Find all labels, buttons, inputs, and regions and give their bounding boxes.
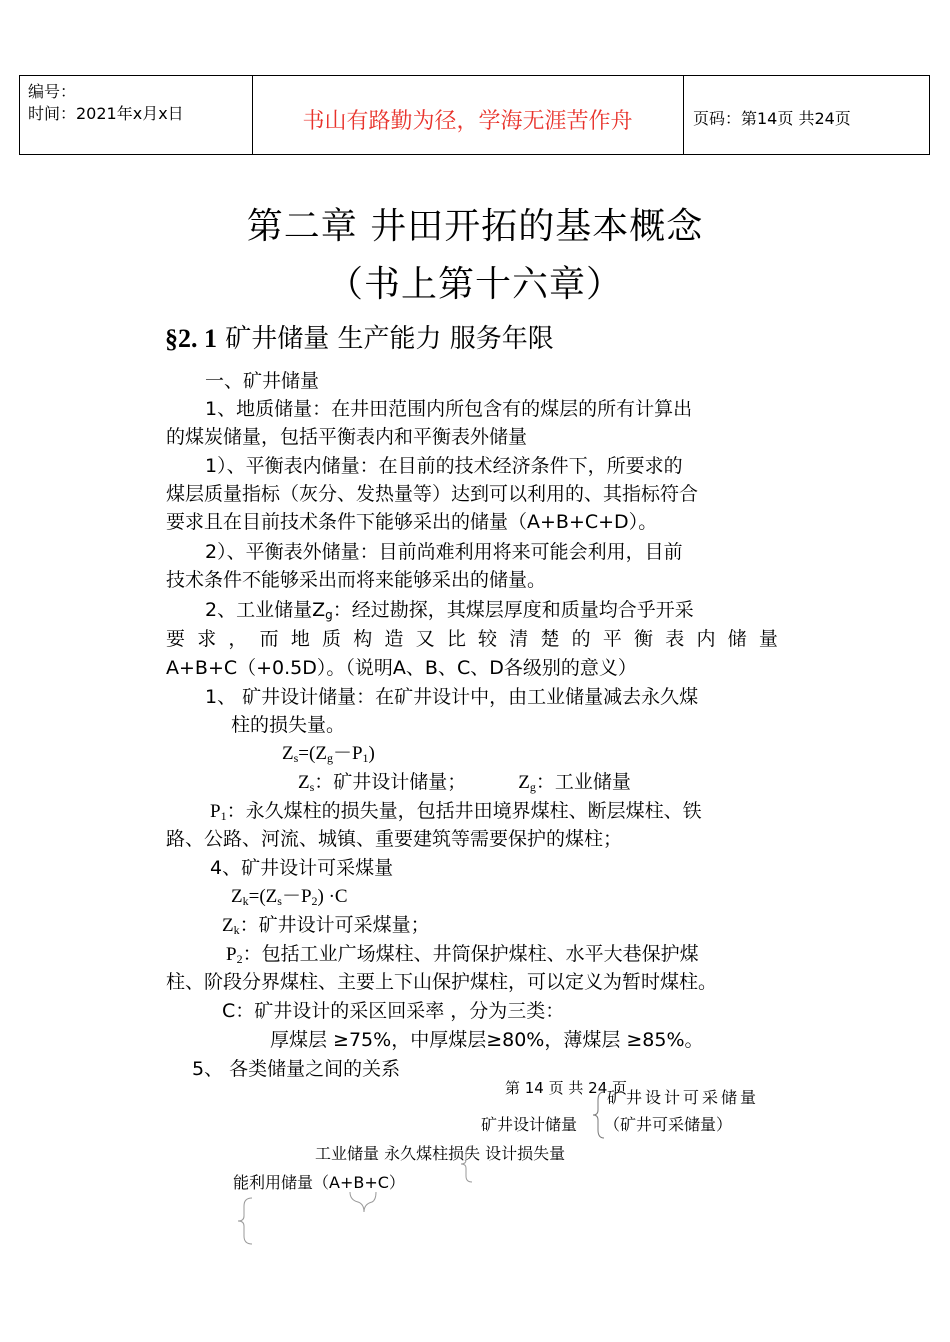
subscript: 2 xyxy=(236,952,243,966)
justified-char: 衡 xyxy=(634,628,654,650)
justified-char: 平 xyxy=(602,628,622,650)
subscript: s xyxy=(277,894,282,908)
justified-char: 比 xyxy=(446,628,466,650)
justified-char: 的 xyxy=(571,628,591,650)
text-segment: =(Z xyxy=(248,886,278,907)
brace-icon xyxy=(236,1196,256,1246)
text-segment: －P xyxy=(332,743,363,764)
para-design-2: 柱的损失量。 xyxy=(231,714,346,736)
subscript: s xyxy=(309,780,315,794)
diagram-row4: 能利用储量（A+B+C） xyxy=(233,1173,405,1192)
chapter-title: 第二章 井田开拓的基本概念 xyxy=(246,206,704,247)
number-label: 编号： xyxy=(28,82,77,101)
text-segment: Z xyxy=(518,772,530,793)
subscript: 1 xyxy=(220,809,227,823)
text-segment: Z xyxy=(282,743,294,764)
chapter-subtitle: （书上第十六章） xyxy=(326,264,623,305)
justified-char: 楚 xyxy=(540,628,560,650)
text-segment: Z xyxy=(222,915,234,936)
brace-icon xyxy=(348,1190,378,1220)
para-p2-2: 柱、阶段分界煤柱、主要上下山保护煤柱，可以定义为暂时煤柱。 xyxy=(166,971,718,993)
para-balance-in-3: 要求且在目前技术条件下能够采出的储量（A+B+C+D）。 xyxy=(166,511,658,533)
justified-char: 要 xyxy=(166,628,186,650)
para-balance-out-2: 技术条件不能够采出而将来能够采出的储量。 xyxy=(166,569,547,591)
text-segment: －P xyxy=(281,886,312,907)
para-p1-2: 路、公路、河流、城镇、重要建筑等需要保护的煤柱； xyxy=(166,828,623,850)
motto: 书山有路勤为径，学海无涯苦作舟 xyxy=(302,109,633,134)
justified-char: 量 xyxy=(758,628,778,650)
page-label: 页码：第14页 共24页 xyxy=(693,109,851,128)
justified-char: 表 xyxy=(665,628,685,650)
justified-char: 较 xyxy=(478,628,498,650)
para-industrial-2 xyxy=(166,625,778,653)
para-balance-out-1: 2）、平衡表外储量：目前尚难利用将来可能会利用，目前 xyxy=(205,541,683,563)
brace-icon xyxy=(460,1144,474,1184)
subscript: 2 xyxy=(311,894,318,908)
diagram-mine-recoverable: （矿井可采储量） xyxy=(604,1115,733,1134)
justified-char: 内 xyxy=(696,628,716,650)
heading-recoverable: 4、矿井设计可采煤量 xyxy=(210,857,394,879)
brace-icon xyxy=(592,1090,606,1140)
justified-char: 构 xyxy=(353,628,373,650)
diagram-top: 矿井设计可采储量 xyxy=(607,1088,760,1107)
justified-char: 质 xyxy=(322,628,342,650)
subscript: k xyxy=(233,923,240,937)
justified-char: 储 xyxy=(727,628,747,650)
para-design-1: 1、 矿井设计储量：在矿井设计中，由工业储量减去永久煤 xyxy=(205,686,699,708)
header-left-cell xyxy=(20,76,253,154)
justified-char: 造 xyxy=(384,628,404,650)
subscript: 1 xyxy=(362,751,369,765)
heading-mine-reserves: 一、矿井储量 xyxy=(205,370,320,392)
section-heading xyxy=(165,318,554,355)
section-number: §2. 1 xyxy=(165,324,217,353)
heading-relations: 5、 各类储量之间的关系 xyxy=(192,1058,401,1080)
text-segment: P xyxy=(210,801,221,822)
text-segment: ：工业储量 xyxy=(535,771,631,793)
diagram-row3: 工业储量 永久煤柱损失 设计损失量 xyxy=(315,1144,566,1163)
header-right-cell xyxy=(683,76,929,154)
para-geological-1: 1、地质储量：在井田范围内所包含有的煤层的所有计算出 xyxy=(205,398,693,420)
justified-char: 地 xyxy=(290,628,310,650)
subscript: k xyxy=(242,894,249,908)
justified-char: 清 xyxy=(509,628,529,650)
text-segment: 2、工业储量Z xyxy=(205,599,326,621)
para-balance-in-2: 煤层质量指标（灰分、发热量等）达到可以利用的、其指标符合 xyxy=(166,483,699,505)
text-segment: ：经过勘探，其煤层厚度和质量均合乎开采 xyxy=(332,599,694,621)
footer-page: 第 14 页 共 24 页 xyxy=(505,1079,628,1097)
text-segment: ：矿井设计可采煤量； xyxy=(239,914,430,936)
section-text: 矿井储量 生产能力 服务年限 xyxy=(217,324,554,354)
subscript: g xyxy=(529,780,536,794)
para-geological-2: 的煤炭储量，包括平衡表内和平衡表外储量 xyxy=(166,426,528,448)
justified-char: 求 xyxy=(197,628,217,650)
subscript: g xyxy=(325,608,333,622)
para-recovery-rate: C：矿井设计的采区回采率 ，分为三类： xyxy=(222,1000,565,1022)
header-middle-cell xyxy=(252,76,684,154)
text-segment: ) xyxy=(368,743,375,764)
para-industrial-3: A+B+C（+0.5D）。（说明A、B、C、D各级别的意义） xyxy=(166,657,637,679)
text-segment: ：包括工业广场煤柱、井筒保护煤柱、水平大巷保护煤 xyxy=(242,943,699,965)
text-segment: Z xyxy=(231,886,243,907)
text-segment: ：永久煤柱的损失量，包括井田境界煤柱、断层煤柱、铁 xyxy=(226,800,702,822)
subscript: s xyxy=(293,751,299,765)
time-label: 时间：2021年x月x日 xyxy=(28,104,184,123)
para-balance-in-1: 1）、平衡表内储量：在目前的技术经济条件下，所要求的 xyxy=(205,455,683,477)
justified-char: 又 xyxy=(415,628,435,650)
diagram-mine-design: 矿井设计储量 xyxy=(481,1115,578,1134)
text-segment: Z xyxy=(298,772,310,793)
subscript: g xyxy=(326,751,333,765)
header-table xyxy=(19,75,930,155)
text-segment: ) ·C xyxy=(317,886,348,907)
para-seam-classes: 厚煤层 ≥75%，中厚煤层≥80%，薄煤层 ≥85%。 xyxy=(270,1029,704,1051)
text-segment: =(Z xyxy=(298,743,327,764)
justified-char: 而 xyxy=(259,628,279,650)
justified-char: ， xyxy=(228,628,248,650)
text-segment: ：矿井设计储量； xyxy=(314,771,467,793)
text-segment: P xyxy=(226,944,237,965)
